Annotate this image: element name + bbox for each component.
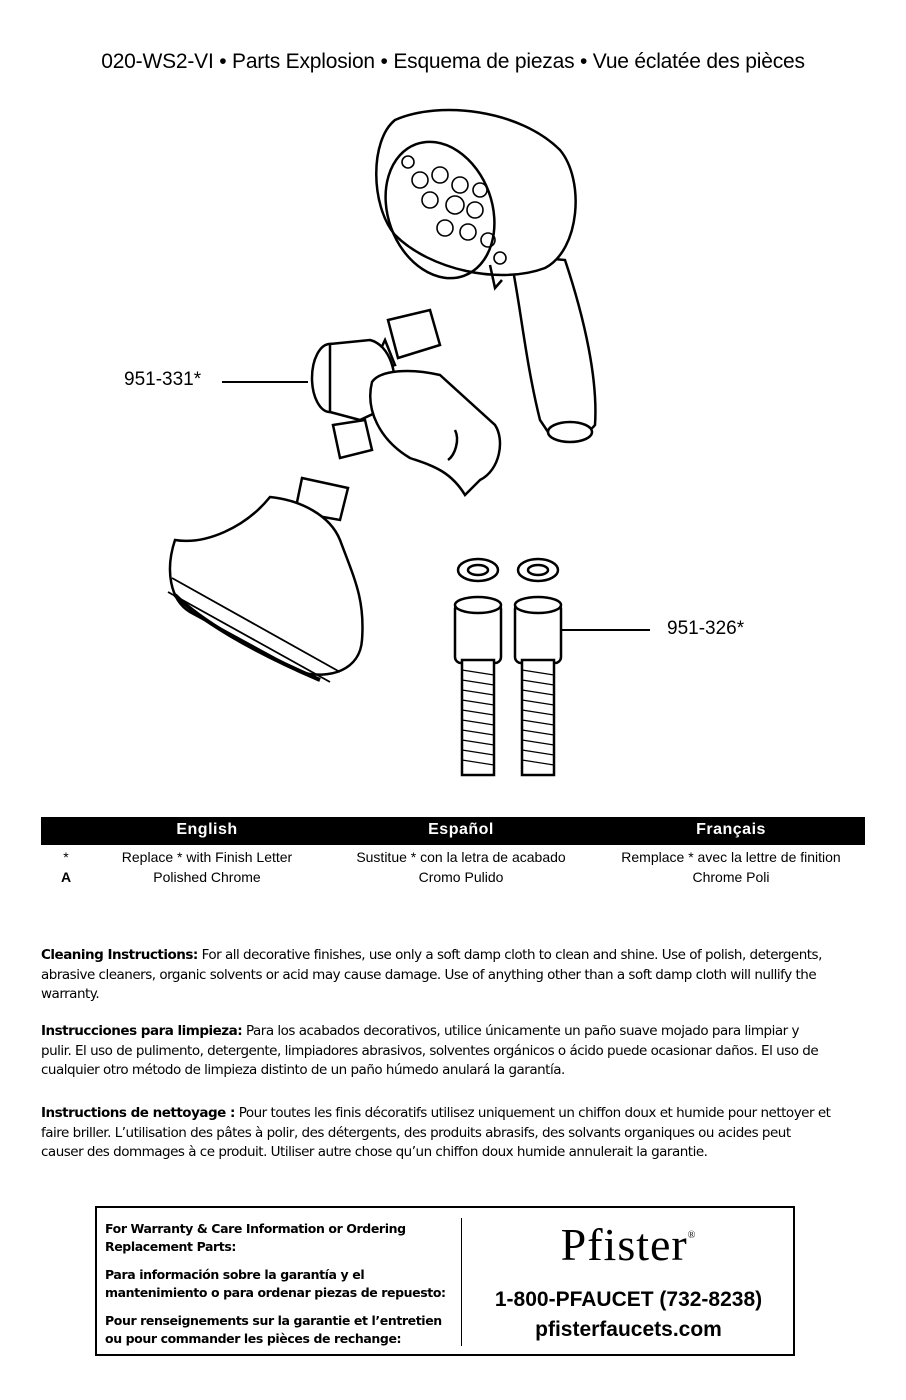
warranty-info-box [95, 1206, 795, 1356]
part-callout: 951-331* [124, 369, 202, 390]
finish-table-header [41, 817, 865, 845]
shower-hose-icon [455, 597, 561, 775]
warranty-fr: Pour renseignements sur la garantie et l’entretien ou pour commander les pièces de rechange: [105, 1313, 442, 1346]
parts-explosion-diagram [0, 95, 906, 785]
website-link[interactable]: pfisterfaucets.com [535, 1318, 722, 1341]
cleaning-instructions-es [41, 1022, 831, 1081]
phone-number[interactable]: 1-800-PFAUCET (732-8238) [494, 1288, 763, 1311]
cleaning-heading: Instructions de nettoyage : [41, 1105, 235, 1121]
warranty-en: For Warranty & Care Information or Ordering Replacement Parts: [105, 1221, 406, 1254]
table-header-espanol: Español [428, 821, 494, 838]
finish-espanol: Sustitue * con la letra de acabado [356, 849, 566, 865]
page-title: 020-WS2-VI • Parts Explosion • Esquema de piezas • Vue éclatée des pièces [101, 50, 805, 73]
brand-contact [462, 1208, 795, 1354]
cleaning-heading: Cleaning Instructions: [41, 947, 198, 963]
hose-washer-icon [458, 559, 558, 581]
finish-key: A [60, 869, 72, 885]
cleaning-text: Para los acabados decorativos, utilice únicamente un paño suave mojado para limpiar y pulir. El uso de pulimento, detergente, limpiadores abrasivos, solventes orgánicos o ácido puede ocasionar daños. El uso de cualquier otro método de limpieza distinto de un paño húmedo anulará la garantía. [41, 1023, 819, 1078]
finish-key: * [63, 849, 69, 865]
cleaning-instructions-fr [41, 1104, 831, 1163]
finish-espanol: Cromo Pulido [418, 869, 504, 885]
table-header-english: English [176, 821, 238, 838]
warranty-text [105, 1220, 455, 1358]
finish-francais: Remplace * avec la lettre de finition [621, 849, 841, 865]
shower-bracket-icon [312, 310, 500, 495]
finish-english: Polished Chrome [153, 869, 261, 885]
table-row [41, 849, 865, 869]
cleaning-heading: Instrucciones para limpieza: [41, 1023, 243, 1039]
cleaning-instructions-en [41, 946, 831, 1005]
table-row [41, 869, 865, 889]
table-header-francais: Français [696, 821, 766, 838]
showerhead-icon [168, 478, 363, 682]
registered-mark: ® [687, 1230, 697, 1241]
finish-english: Replace * with Finish Letter [121, 849, 293, 865]
pfister-logo [462, 1218, 795, 1271]
warranty-es: Para información sobre la garantía y el mantenimiento o para ordenar piezas de repuesto: [105, 1267, 446, 1300]
finish-francais: Chrome Poli [692, 869, 770, 885]
brand-name: Pfister [560, 1219, 688, 1270]
cleaning-text: For all decorative finishes, use only a soft damp cloth to clean and shine. Use of polish, detergents, abrasive cleaners, organic solvents or acid may cause damage. Use of anything other than a soft damp cloth will nullify the warranty. [41, 947, 822, 1002]
cleaning-text: Pour toutes les finis décoratifs utilisez uniquement un chiffon doux et humide pour nettoyer et faire briller. L’utilisation des pâtes à polir, des détergents, des produits abrasifs, des solvants organiques ou acides peut causer des dommages à ce produit. Utiliser autre chose qu’un chiffon doux humide annulerait la garantie. [41, 1105, 831, 1160]
part-callout: 951-326* [667, 618, 745, 639]
